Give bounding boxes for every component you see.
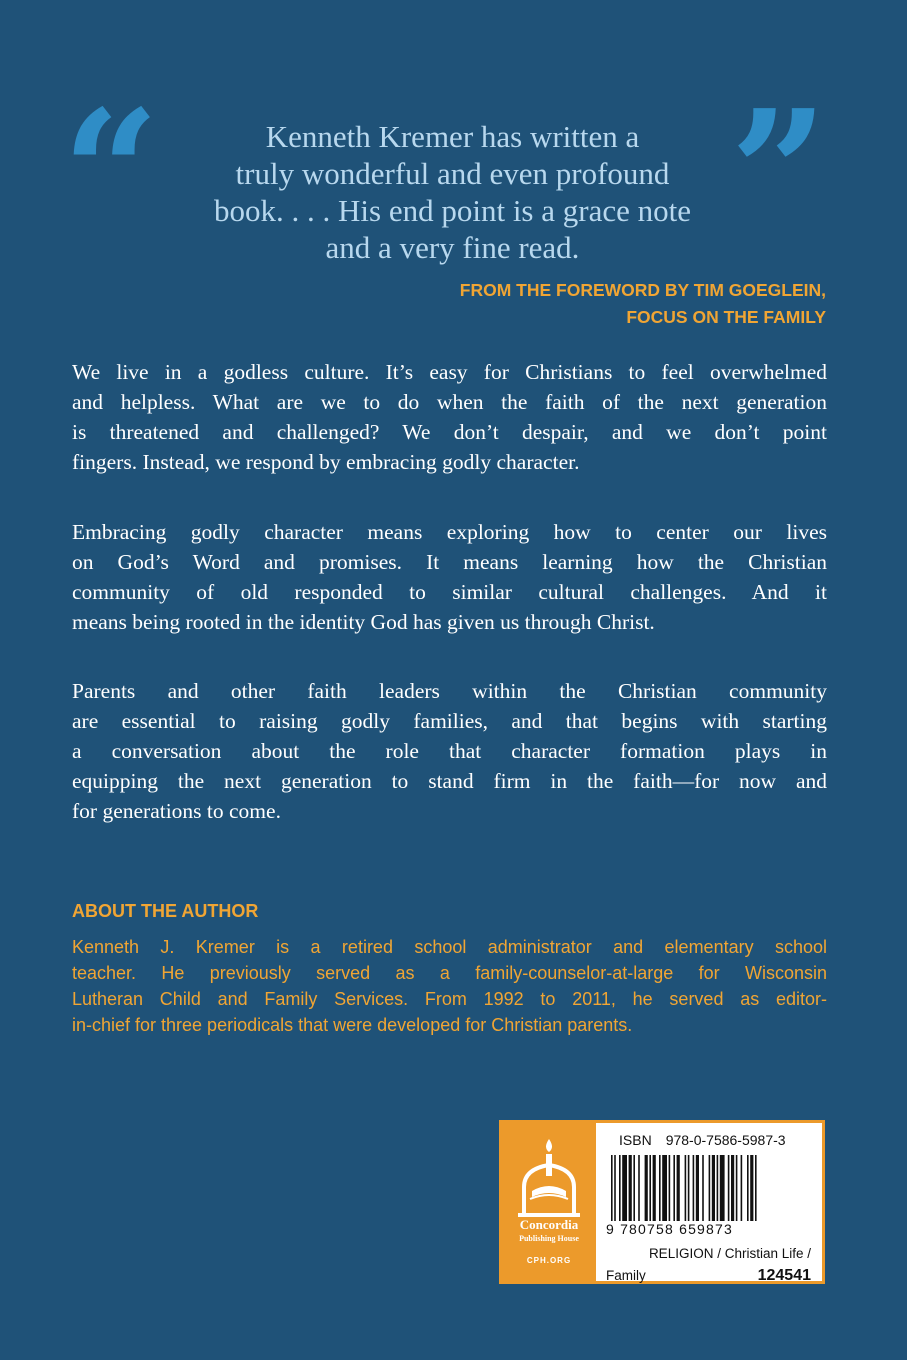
paragraph-line: on God’s Word and promises. It means learning how the Christian [72,550,827,574]
paragraph-line: We live in a godless culture. It’s easy for Christians to feel overwhelmed [72,360,827,384]
paragraph-line: community of old responded to similar cultural challenges. And it [72,580,827,604]
barcode-bar [629,1155,632,1221]
about-author-heading: ABOUT THE AUTHOR [72,901,259,921]
publisher-logo-panel [502,1123,596,1281]
barcode-bar [717,1155,719,1221]
barcode-bar [622,1155,627,1221]
barcode-bar [669,1155,671,1221]
barcode-bar [619,1155,621,1221]
quote-line: Kenneth Kremer has written a [265,119,640,154]
body-paragraph-3 [72,676,827,826]
sku-number: 124541 [757,1267,811,1284]
about-line: Lutheran Child and Family Services. From 1992 to 2011, he served as editor- [72,989,827,1009]
close-quote-mark: ” [730,73,828,273]
barcode-bar [662,1155,667,1221]
quote-line: truly wonderful and even profound [235,156,670,191]
barcode-bar [731,1155,734,1221]
paragraph-line: means being rooted in the identity God has given us through Christ. [72,610,655,634]
quote-line: and a very fine read. [325,230,580,265]
publisher-url: CPH.ORG [526,1256,572,1265]
paragraph-line: is threatened and challenged? We don’t despair, and we don’t point [72,420,827,444]
barcode-digits: 9 780758 659873 [606,1221,733,1237]
barcode-bar [688,1155,690,1221]
barcode-bar [712,1155,715,1221]
quote-attribution [460,277,826,331]
barcode-bar [736,1155,738,1221]
barcode-bar [750,1155,753,1221]
paragraph-line: a conversation about the role that character formation plays in [72,739,827,763]
barcode-bar [633,1155,635,1221]
barcode-bar [673,1155,675,1221]
paragraph-line: for generations to come. [72,799,281,823]
category-line-1: RELIGION / Christian Life / [648,1246,811,1261]
paragraph-line: equipping the next generation to stand firm in the faith—for now and [72,769,827,793]
open-quote-mark: “ [62,73,160,273]
barcode-bar [755,1155,757,1221]
barcode-bar [614,1155,616,1221]
about-author-text [72,934,827,1038]
publisher-subtitle: Publishing House [519,1234,579,1243]
isbn-label: ISBN [619,1132,652,1148]
barcode-bar [649,1155,651,1221]
quote-line: book. . . . His end point is a grace note [214,193,691,228]
barcode-bar [611,1155,613,1221]
barcode-bar [693,1155,695,1221]
barcode-bar [709,1155,711,1221]
barcode-bar [696,1155,699,1221]
barcode-bar [702,1155,704,1221]
paragraph-line: and helpless. What are we to do when the faith of the next generation [72,390,827,414]
barcode-bar [747,1155,749,1221]
about-line: in-chief for three periodicals that were developed for Christian parents. [72,1015,633,1035]
isbn-line [619,1132,800,1148]
paragraph-line: Parents and other faith leaders within the Christian community [72,679,827,703]
category-line-2: Family [606,1268,646,1283]
category-text [606,1243,811,1287]
isbn-number: 978-0-7586-5987-3 [665,1132,786,1148]
body-paragraph-2 [72,517,827,637]
barcode-bar [659,1155,661,1221]
church-candle-logo-icon [514,1135,584,1219]
barcode-bar [685,1155,687,1221]
publisher-name: Concordia [519,1217,579,1232]
barcode-image [610,1155,815,1221]
attribution-line: FROM THE FOREWORD BY TIM GOEGLEIN, [459,280,826,300]
barcode-bar [720,1155,725,1221]
paragraph-line: are essential to raising godly families, and that begins with starting [72,709,827,733]
paragraph-line: Embracing godly character means exploring how to center our lives [72,520,827,544]
about-line: Kenneth J. Kremer is a retired school administrator and elementary school [72,937,827,957]
about-line: teacher. He previously served as a family-counselor-at-large for Wisconsin [72,963,827,983]
barcode-bar [638,1155,640,1221]
barcode-bar [677,1155,680,1221]
barcode-bar [741,1155,743,1221]
body-paragraph-1 [72,357,827,477]
barcode-box [499,1120,825,1284]
paragraph-line: fingers. Instead, we respond by embracing godly character. [72,450,580,474]
barcode-bar [645,1155,648,1221]
barcode-bar [653,1155,656,1221]
endorsement-quote [175,118,730,266]
attribution-line: FOCUS ON THE FAMILY [626,307,826,327]
barcode-bar [728,1155,730,1221]
